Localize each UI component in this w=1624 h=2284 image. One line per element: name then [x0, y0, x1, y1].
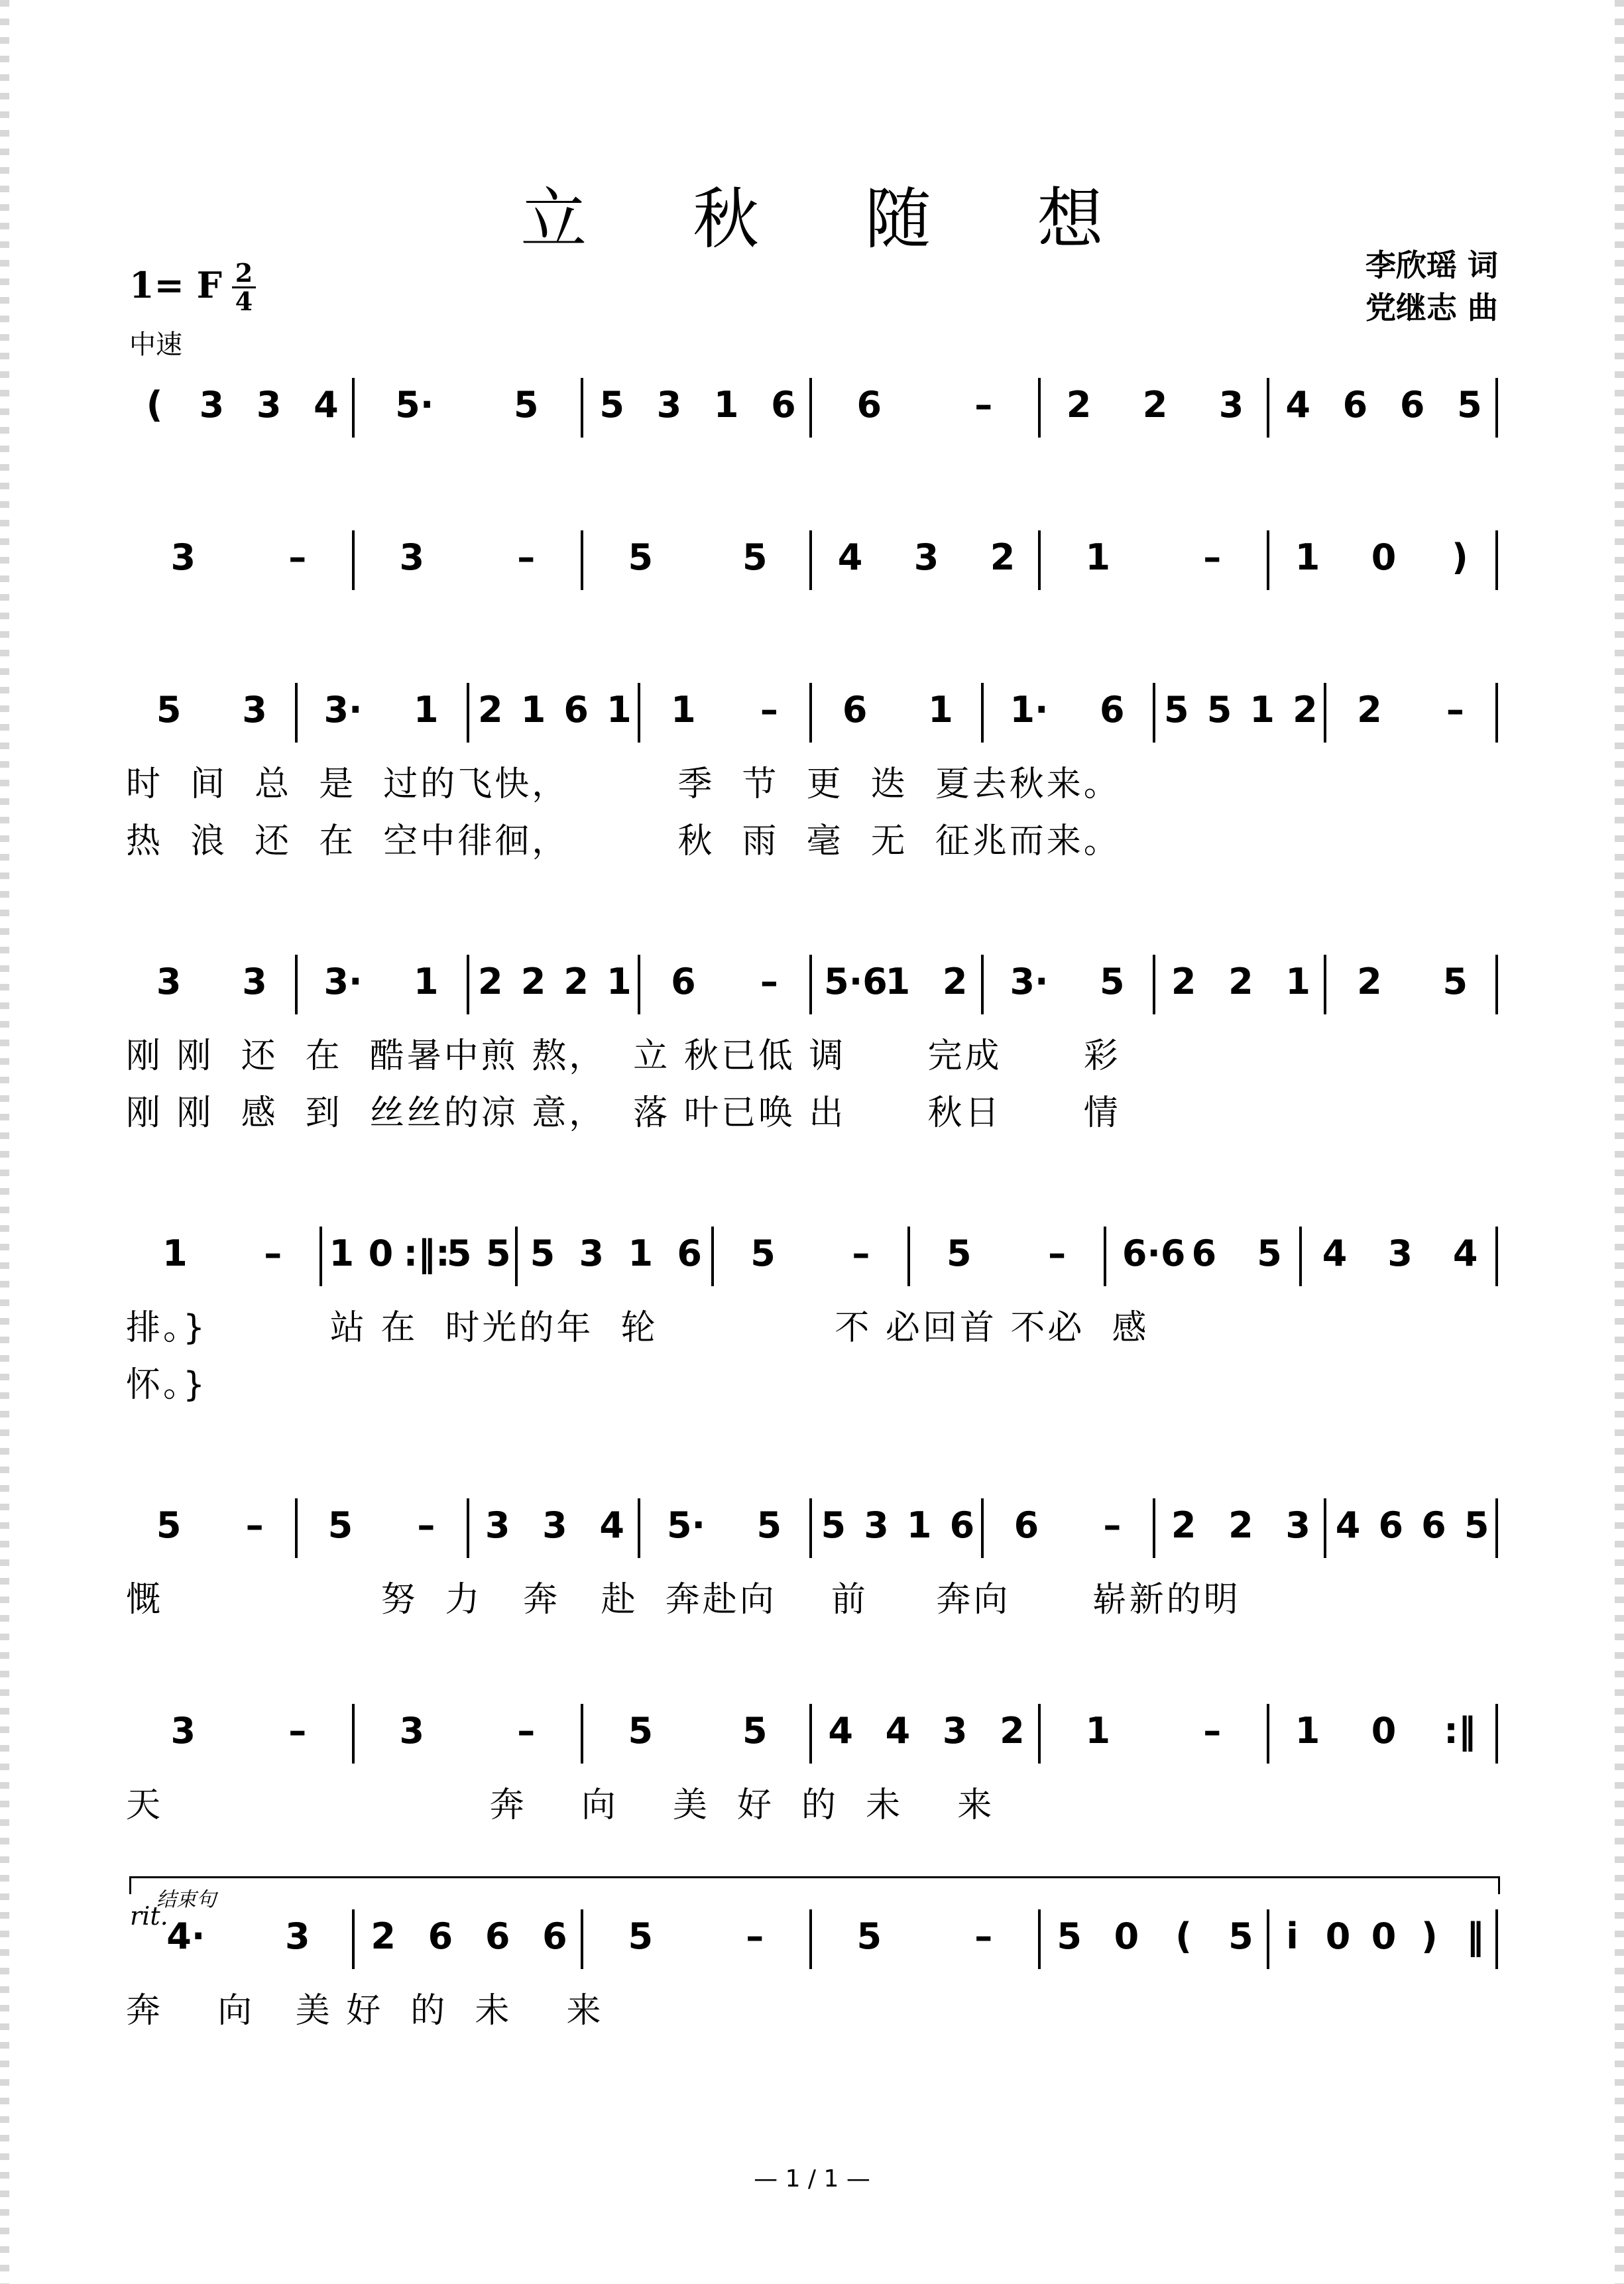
- note: 3: [256, 384, 282, 426]
- bar-line: [1153, 1498, 1155, 1558]
- ending-bracket: [129, 1876, 1500, 1894]
- note: 6: [677, 1232, 702, 1274]
- note: 5: [946, 1232, 972, 1274]
- bar-line: [1038, 1704, 1041, 1764]
- note: –: [974, 1915, 993, 1957]
- note: 1: [1295, 536, 1320, 578]
- bar-line: [467, 683, 469, 743]
- note: 1: [1295, 1710, 1320, 1752]
- bar-line: [515, 1227, 518, 1286]
- note: 6: [1421, 1504, 1446, 1546]
- note: 4: [837, 536, 863, 578]
- note: 5·: [395, 384, 434, 426]
- note: 3·: [323, 689, 363, 731]
- bar-line: [638, 683, 640, 743]
- note: 5: [156, 1504, 182, 1546]
- bar-line: [295, 1498, 298, 1558]
- note: 3: [156, 961, 182, 1002]
- note: –: [1048, 1232, 1067, 1274]
- note: 2: [1228, 1504, 1253, 1546]
- bar-line: [1038, 378, 1041, 438]
- note: 6: [563, 689, 589, 731]
- note: 5: [1228, 1915, 1253, 1957]
- bar-line: [581, 1704, 583, 1764]
- note: 1: [1249, 689, 1275, 731]
- notation-row: [126, 1498, 1498, 1558]
- lyrics-verse-1: 天 奔 向 美 好 的 未 来: [126, 1785, 995, 1825]
- bar-line: [1324, 683, 1326, 743]
- ritardando-label: rit.: [130, 1901, 168, 1931]
- bar-line: [352, 1909, 355, 1969]
- note: 2: [1228, 961, 1253, 1002]
- note: 3: [913, 536, 939, 578]
- note: 6·6: [1122, 1232, 1186, 1274]
- note: 5: [486, 1232, 511, 1274]
- tempo-marking: 中速: [129, 330, 182, 360]
- bar-line: [1267, 1909, 1269, 1969]
- bar-line: [581, 378, 583, 438]
- note: 5: [750, 1232, 776, 1274]
- left-border-decoration: [0, 0, 9, 2284]
- note: –: [852, 1232, 870, 1274]
- note: 6: [856, 384, 882, 426]
- note: 2: [1357, 961, 1382, 1002]
- bar-line: [809, 1909, 812, 1969]
- credits: [1365, 244, 1498, 329]
- note: 5: [446, 1232, 472, 1274]
- composer: 党继志 曲: [1365, 290, 1498, 326]
- note: 2: [478, 961, 503, 1002]
- note: 5: [628, 1710, 654, 1752]
- note: 2: [520, 961, 546, 1002]
- ending-label: 结束句: [156, 1888, 216, 1911]
- bar-line: [1495, 1909, 1498, 1969]
- note: 3: [242, 689, 267, 731]
- note: 0: [1371, 1710, 1397, 1752]
- note: –: [746, 1915, 764, 1957]
- note: 2: [371, 1915, 396, 1957]
- note: 6: [485, 1915, 510, 1957]
- bar-line: [1324, 955, 1326, 1014]
- note: 2: [563, 961, 589, 1002]
- bar-line: [1495, 955, 1498, 1014]
- bar-line: [809, 683, 812, 743]
- bar-line: [1038, 1909, 1041, 1969]
- note: 2: [1357, 689, 1382, 731]
- lyrics-verse-1: 慨 努 力 奔 赴 奔赴向 前 奔向 崭新的明: [126, 1580, 1241, 1620]
- lyrics-verse-2: 热 浪 还 在 空中徘徊， 秋 雨 毫 无 征兆而来。: [126, 821, 1121, 861]
- time-signature-top: 2: [232, 260, 256, 288]
- bar-line: [319, 1227, 322, 1286]
- note: 1: [329, 1232, 355, 1274]
- note: –: [760, 689, 778, 731]
- notation-row: [126, 378, 1498, 438]
- note: 1: [1085, 536, 1111, 578]
- note: 2: [1066, 384, 1092, 426]
- bar-line: [809, 955, 812, 1014]
- lyrics-verse-2: 怀。}: [126, 1365, 208, 1405]
- note: –: [264, 1232, 282, 1274]
- note: 2: [942, 961, 968, 1002]
- note: 2: [1171, 961, 1196, 1002]
- notation-row: [126, 1909, 1498, 1969]
- lyricist: 李欣瑶 词: [1365, 247, 1498, 283]
- bar-line: [1495, 1227, 1498, 1286]
- note: 0: [1371, 536, 1397, 578]
- note: :‖:: [403, 1232, 450, 1274]
- bar-line: [981, 683, 984, 743]
- notation-row: [126, 1704, 1498, 1764]
- note: 1: [671, 689, 696, 731]
- note: 6: [771, 384, 796, 426]
- page-number: — 1 / 1 —: [754, 2165, 870, 2193]
- note: 5: [628, 536, 654, 578]
- note: 4: [599, 1504, 624, 1546]
- time-signature-bottom: 4: [235, 286, 253, 316]
- bar-line: [352, 530, 355, 590]
- note: 5: [1100, 961, 1125, 1002]
- note: 3·: [1010, 961, 1049, 1002]
- note: 5: [1257, 1232, 1282, 1274]
- bar-line: [1153, 683, 1155, 743]
- note: 2: [478, 689, 503, 731]
- note: 0: [1325, 1915, 1351, 1957]
- lyrics-verse-1: 刚 刚 还 在 酷暑中煎 熬， 立 秋已低 调 完成 彩: [126, 1036, 1121, 1076]
- note: 1: [906, 1504, 932, 1546]
- bar-line: [1495, 1498, 1498, 1558]
- note: 5: [742, 536, 768, 578]
- bar-line: [295, 955, 298, 1014]
- note: ): [1421, 1915, 1438, 1957]
- note: 3: [656, 384, 682, 426]
- note: 5: [327, 1504, 353, 1546]
- lyrics-verse-1: 奔 向 美 好 的 未 来: [126, 1991, 604, 2031]
- note: 3: [542, 1504, 567, 1546]
- bar-line: [1299, 1227, 1302, 1286]
- note: 3: [1285, 1504, 1310, 1546]
- note: 6: [1342, 384, 1368, 426]
- note: 3·: [323, 961, 363, 1002]
- bar-line: [1153, 955, 1155, 1014]
- bar-line: [1104, 1227, 1106, 1286]
- note: 5: [756, 1504, 782, 1546]
- note: 5: [530, 1232, 555, 1274]
- note: 1: [414, 689, 439, 731]
- note: 5: [856, 1915, 882, 1957]
- note: 3: [864, 1504, 889, 1546]
- bar-line: [907, 1227, 910, 1286]
- note: (: [146, 384, 163, 426]
- right-border-decoration: [1615, 0, 1624, 2284]
- note: 6: [1014, 1504, 1039, 1546]
- note: 5: [628, 1915, 654, 1957]
- time-signature: [232, 260, 256, 315]
- notation-row: [126, 530, 1498, 590]
- note: 6: [671, 961, 696, 1002]
- note: 6: [1399, 384, 1425, 426]
- note: 1: [162, 1232, 188, 1274]
- bar-line: [581, 530, 583, 590]
- lyrics-verse-1: 时 间 总 是 过的飞快， 季 节 更 迭 夏去秋来。: [126, 764, 1121, 804]
- note: –: [1103, 1504, 1122, 1546]
- note: 6: [428, 1915, 453, 1957]
- bar-line: [352, 378, 355, 438]
- note: 4·: [166, 1915, 205, 1957]
- lyrics-verse-1: 排。} 站 在 时光的年 轮 不 必回首 不必 感: [126, 1308, 1149, 1348]
- note: 5: [1164, 689, 1189, 731]
- bar-line: [638, 955, 640, 1014]
- note: 5: [513, 384, 539, 426]
- bar-line: [1495, 378, 1498, 438]
- note: 1: [1085, 1710, 1111, 1752]
- note: 0: [1114, 1915, 1139, 1957]
- note: 5: [821, 1504, 846, 1546]
- note: –: [1203, 536, 1222, 578]
- note: 1: [885, 961, 911, 1002]
- note: 5: [599, 384, 624, 426]
- note: –: [288, 536, 307, 578]
- song-title: 立 秋 随 想: [520, 180, 1146, 258]
- note: 1: [607, 689, 632, 731]
- bar-line: [809, 530, 812, 590]
- note: 2: [1171, 1504, 1196, 1546]
- note: 3: [170, 536, 196, 578]
- lyrics-verse-2: 刚 刚 感 到 丝丝的凉 意， 落 叶已唤 出 秋日 情: [126, 1093, 1121, 1133]
- bar-line: [638, 1498, 640, 1558]
- bar-line: [1267, 378, 1269, 438]
- bar-line: [1495, 683, 1498, 743]
- note: 3: [942, 1710, 968, 1752]
- note: 2: [1000, 1710, 1025, 1752]
- bar-line: [711, 1227, 714, 1286]
- note: 6: [842, 689, 868, 731]
- note: ): [1452, 536, 1468, 578]
- bar-line: [809, 378, 812, 438]
- note: 5·6: [824, 961, 888, 1002]
- note: –: [288, 1710, 307, 1752]
- note: 1: [928, 689, 953, 731]
- note: –: [1203, 1710, 1222, 1752]
- bar-line: [1324, 1498, 1326, 1558]
- note: 0: [1371, 1915, 1397, 1957]
- note: 1: [520, 689, 546, 731]
- note: 6: [542, 1915, 567, 1957]
- note: 4: [1452, 1232, 1478, 1274]
- note: 4: [1335, 1504, 1361, 1546]
- note: –: [1446, 689, 1464, 731]
- note: 6: [1100, 689, 1125, 731]
- notation-row: [126, 1227, 1498, 1286]
- note: 3: [399, 536, 425, 578]
- note: 6: [949, 1504, 975, 1546]
- note: 3: [199, 384, 225, 426]
- note: –: [517, 1710, 536, 1752]
- note: –: [417, 1504, 435, 1546]
- note: 0: [368, 1232, 394, 1274]
- note: 1: [628, 1232, 654, 1274]
- note: 3: [579, 1232, 605, 1274]
- key-signature: 1= F: [129, 264, 222, 306]
- note: –: [974, 384, 993, 426]
- note: 5: [1057, 1915, 1082, 1957]
- note: 5: [1442, 961, 1468, 1002]
- note: 6: [1378, 1504, 1404, 1546]
- bar-line: [581, 1909, 583, 1969]
- note: 5: [1457, 384, 1482, 426]
- note: 5·: [666, 1504, 706, 1546]
- note: 4: [828, 1710, 853, 1752]
- bar-line: [1495, 530, 1498, 590]
- note: 3: [170, 1710, 196, 1752]
- bar-line: [981, 955, 984, 1014]
- note: i: [1286, 1915, 1299, 1957]
- note: 5: [1206, 689, 1232, 731]
- note: 1: [1285, 961, 1310, 1002]
- note: 2: [990, 536, 1015, 578]
- note: 1: [713, 384, 739, 426]
- bar-line: [1267, 1704, 1269, 1764]
- note: 5: [742, 1710, 768, 1752]
- note: 1·: [1010, 689, 1049, 731]
- note: 3: [1218, 384, 1244, 426]
- bar-line: [295, 683, 298, 743]
- note: 2: [1293, 689, 1318, 731]
- bar-line: [1267, 530, 1269, 590]
- note: 6: [1191, 1232, 1217, 1274]
- bar-line: [1038, 530, 1041, 590]
- note: 4: [314, 384, 339, 426]
- note: 4: [1322, 1232, 1348, 1274]
- note: 1: [414, 961, 439, 1002]
- bar-line: [352, 1704, 355, 1764]
- bar-line: [809, 1704, 812, 1764]
- note: 5: [156, 689, 182, 731]
- note: 3: [284, 1915, 310, 1957]
- note: 2: [1142, 384, 1168, 426]
- bar-line: [467, 955, 469, 1014]
- note: 5: [1464, 1504, 1489, 1546]
- note: 4: [1285, 384, 1310, 426]
- notation-row: [126, 683, 1498, 743]
- note: (: [1175, 1915, 1192, 1957]
- bar-line: [981, 1498, 984, 1558]
- note: –: [760, 961, 778, 1002]
- notation-row: [126, 955, 1498, 1014]
- note: 3: [242, 961, 267, 1002]
- note: ‖: [1466, 1915, 1484, 1957]
- note: 3: [1387, 1232, 1413, 1274]
- bar-line: [809, 1498, 812, 1558]
- note: 3: [399, 1710, 425, 1752]
- note: :‖: [1444, 1710, 1476, 1752]
- note: –: [245, 1504, 264, 1546]
- note: 1: [607, 961, 632, 1002]
- note: 4: [885, 1710, 911, 1752]
- bar-line: [467, 1498, 469, 1558]
- note: –: [517, 536, 536, 578]
- bar-line: [1495, 1704, 1498, 1764]
- note: 3: [485, 1504, 510, 1546]
